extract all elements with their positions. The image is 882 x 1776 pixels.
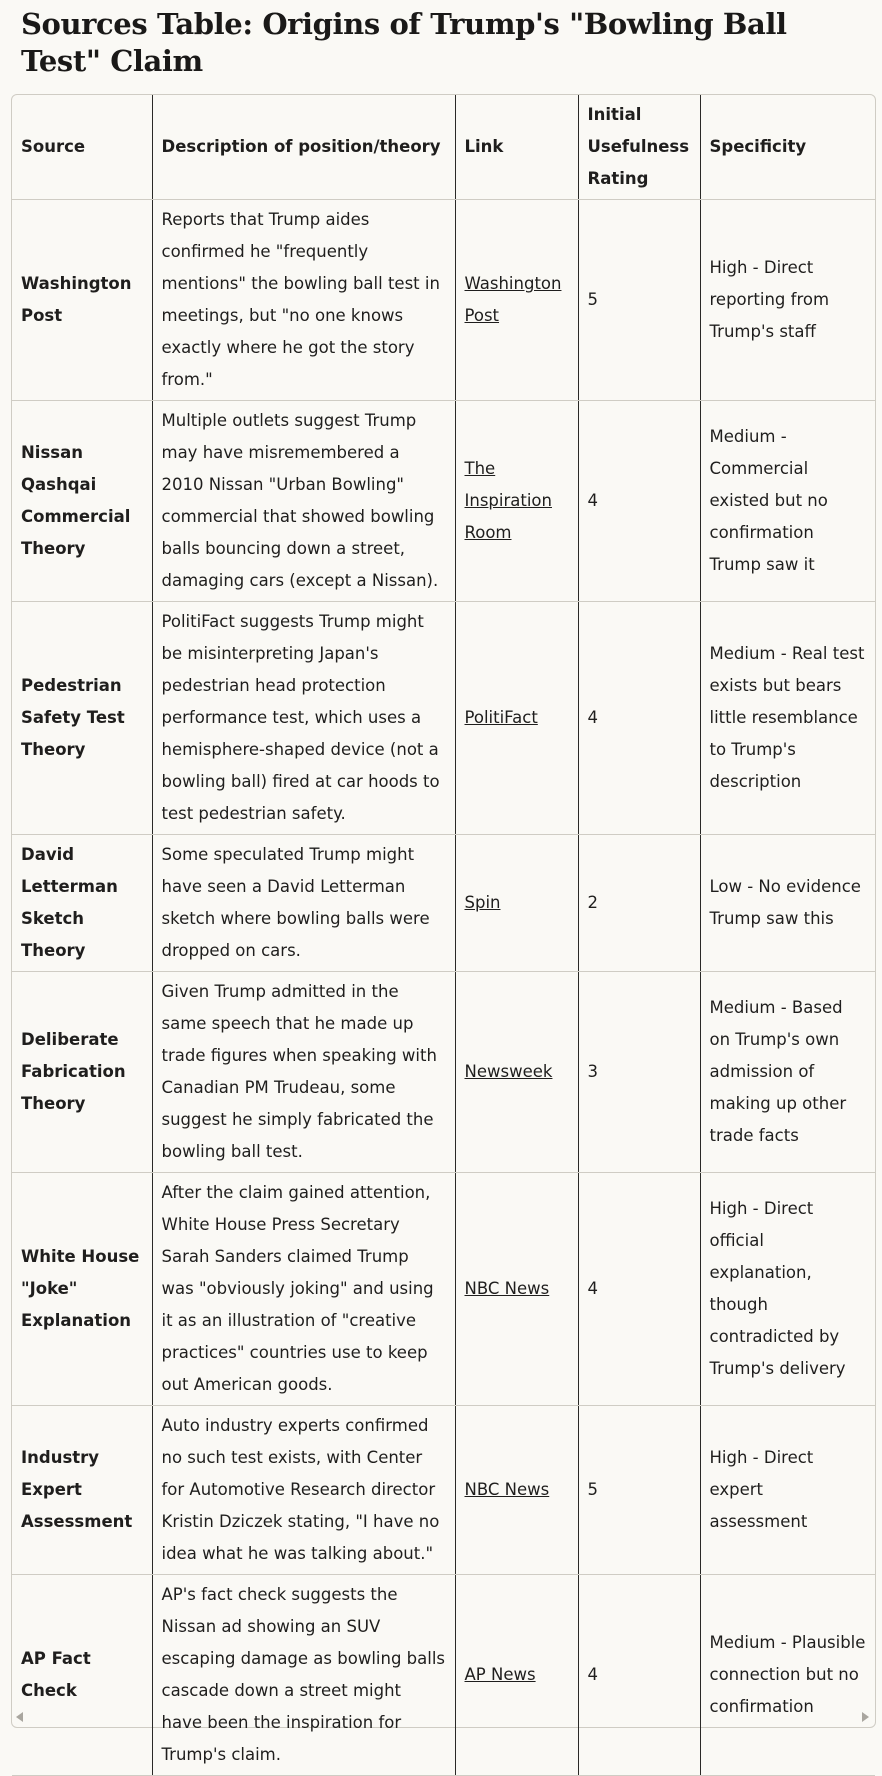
specificity-cell: Medium - Commercial existed but no confirmation Trump saw it — [700, 401, 875, 602]
specificity-cell: High - Direct expert assessment — [700, 1406, 875, 1575]
link-cell — [455, 972, 578, 1173]
source-link[interactable]: AP News — [464, 1665, 536, 1684]
header-link: Link — [455, 95, 578, 200]
description-cell: PolitiFact suggests Trump might be misinterpreting Japan's pedestrian head protection performance test, which uses a hemisphere-shaped device (not a bowling ball) fired at car hoods to test pedestrian safety. — [152, 602, 455, 835]
source-link[interactable]: NBC News — [464, 1480, 550, 1499]
header-specificity: Specificity — [700, 95, 875, 200]
table-row — [12, 972, 875, 1173]
specificity-cell: High - Direct reporting from Trump's staff — [700, 200, 875, 401]
source-cell: Washington Post — [12, 200, 152, 401]
header-source: Source — [12, 95, 152, 200]
table-header-row — [12, 95, 875, 200]
header-description: Description of position/theory — [152, 95, 455, 200]
sources-table-container[interactable] — [11, 94, 876, 1764]
table-row — [12, 200, 875, 401]
specificity-cell: High - Direct official explanation, though contradicted by Trump's delivery — [700, 1173, 875, 1406]
link-cell — [455, 602, 578, 835]
source-cell: David Letterman Sketch Theory — [12, 835, 152, 972]
description-cell: Auto industry experts confirmed no such test exists, with Center for Automotive Research director Kristin Dziczek stating, "I have no idea what he was talking about." — [152, 1406, 455, 1575]
rating-cell: 2 — [578, 835, 700, 972]
description-cell: Given Trump admitted in the same speech that he made up trade figures when speaking with Canadian PM Trudeau, some suggest he simply fabricated the bowling ball test. — [152, 972, 455, 1173]
table-row — [12, 1575, 875, 1776]
horizontal-scrollbar[interactable] — [11, 1707, 874, 1725]
rating-cell: 4 — [578, 1173, 700, 1406]
link-cell — [455, 200, 578, 401]
table-row — [12, 1406, 875, 1575]
link-cell — [455, 1406, 578, 1575]
source-cell: White House "Joke" Explanation — [12, 1173, 152, 1406]
scroll-left-icon[interactable] — [16, 1712, 23, 1722]
source-link[interactable]: The Inspiration Room — [464, 459, 552, 542]
rating-cell: 4 — [578, 1575, 700, 1776]
source-cell: Pedestrian Safety Test Theory — [12, 602, 152, 835]
link-cell — [455, 1575, 578, 1776]
page-title: Sources Table: Origins of Trump's "Bowling Ball Test" Claim — [21, 7, 787, 78]
description-cell: Multiple outlets suggest Trump may have misremembered a 2010 Nissan "Urban Bowling" commercial that showed bowling balls bouncing down a street, damaging cars (except a Nissan). — [152, 401, 455, 602]
source-link[interactable]: PolitiFact — [464, 708, 538, 727]
source-link[interactable]: Spin — [464, 893, 501, 912]
rating-cell: 4 — [578, 602, 700, 835]
sources-table — [12, 95, 875, 1776]
specificity-cell: Medium - Plausible connection but no confirmation — [700, 1575, 875, 1776]
specificity-cell: Low - No evidence Trump saw this — [700, 835, 875, 972]
rating-cell: 4 — [578, 401, 700, 602]
table-row — [12, 1173, 875, 1406]
description-cell: AP's fact check suggests the Nissan ad showing an SUV escaping damage as bowling balls cascade down a street might have been the inspiration for Trump's claim. — [152, 1575, 455, 1776]
description-cell: Reports that Trump aides confirmed he "frequently mentions" the bowling ball test in meetings, but "no one knows exactly where he got the story from." — [152, 200, 455, 401]
source-link[interactable]: Newsweek — [464, 1062, 553, 1081]
table-row — [12, 401, 875, 602]
rating-cell: 3 — [578, 972, 700, 1173]
table-row — [12, 602, 875, 835]
description-cell: Some speculated Trump might have seen a David Letterman sketch where bowling balls were dropped on cars. — [152, 835, 455, 972]
specificity-cell: Medium - Based on Trump's own admission of making up other trade facts — [700, 972, 875, 1173]
link-cell — [455, 1173, 578, 1406]
table-row — [12, 835, 875, 972]
source-link[interactable]: Washington Post — [464, 274, 562, 325]
rating-cell: 5 — [578, 1406, 700, 1575]
source-link[interactable]: NBC News — [464, 1279, 550, 1298]
source-cell: Deliberate Fabrication Theory — [12, 972, 152, 1173]
source-cell: AP Fact Check — [12, 1575, 152, 1776]
link-cell — [455, 835, 578, 972]
rating-cell: 5 — [578, 200, 700, 401]
scroll-right-icon[interactable] — [862, 1712, 869, 1722]
link-cell — [455, 401, 578, 602]
header-rating: Initial Usefulness Rating — [578, 95, 700, 200]
source-cell: Nissan Qashqai Commercial Theory — [12, 401, 152, 602]
source-cell: Industry Expert Assessment — [12, 1406, 152, 1575]
specificity-cell: Medium - Real test exists but bears little resemblance to Trump's description — [700, 602, 875, 835]
description-cell: After the claim gained attention, White House Press Secretary Sarah Sanders claimed Trump was "obviously joking" and using it as an illustration of "creative practices" countries use to keep out American goods. — [152, 1173, 455, 1406]
